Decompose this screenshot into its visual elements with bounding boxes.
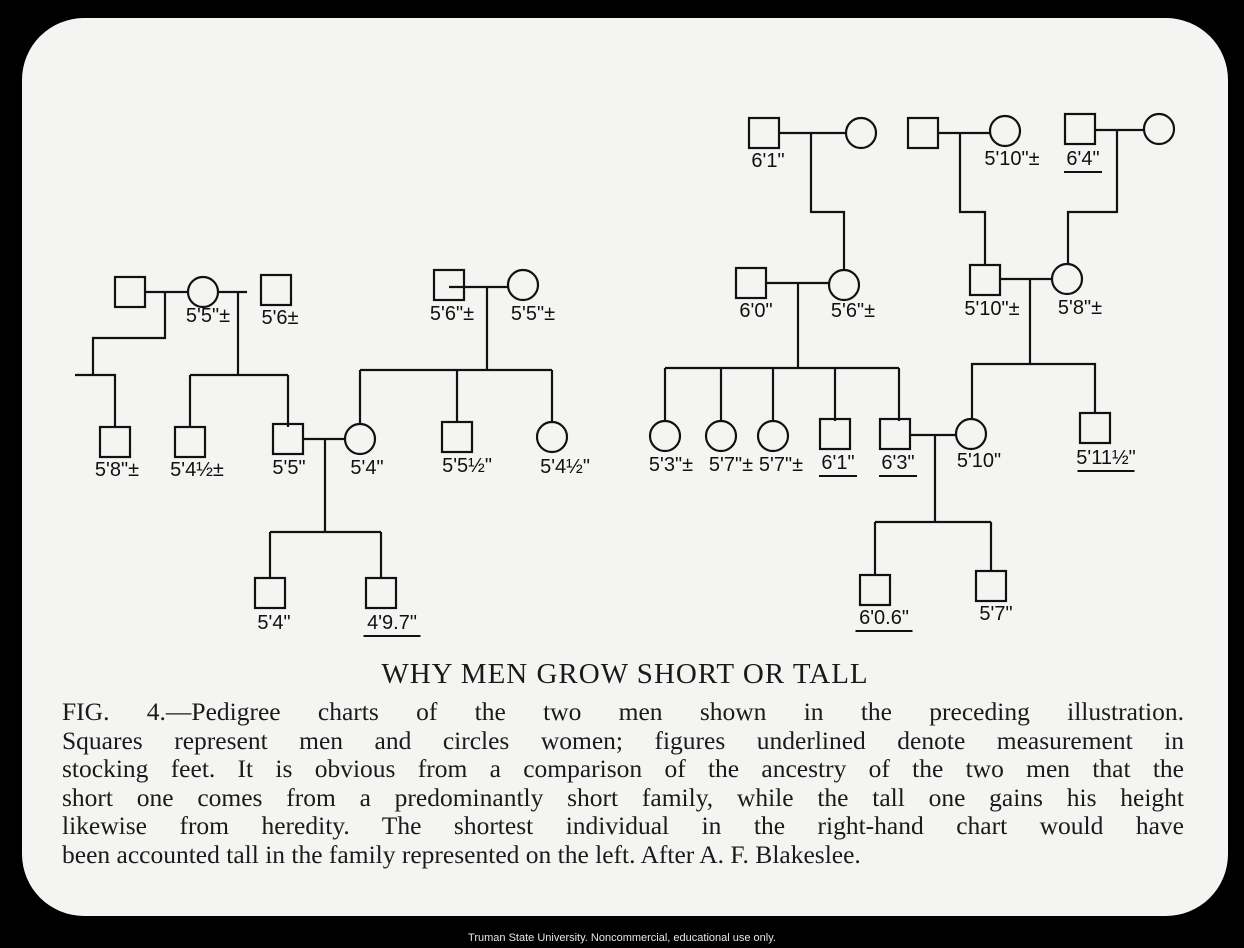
female-circle-symbol — [829, 270, 859, 300]
male-square-symbol — [434, 270, 464, 300]
male-square-symbol — [273, 424, 303, 454]
female-circle-symbol — [188, 277, 218, 307]
caption-line: been accounted tall in the family represented on the left. After A. F. Blakeslee. — [62, 839, 861, 869]
connector-line — [811, 133, 844, 270]
height-label: 6'3" — [881, 452, 915, 474]
height-label: 5'10"± — [964, 298, 1020, 320]
figure-caption — [62, 698, 1184, 869]
height-label: 5'7" — [979, 603, 1013, 625]
height-label: 5'7"± — [708, 454, 754, 476]
height-label: 5'6"± — [830, 300, 876, 322]
height-label: 4'9.7" — [367, 612, 417, 634]
height-label: 5'6"± — [429, 303, 475, 325]
female-circle-symbol — [990, 116, 1020, 146]
height-label: 6'4" — [1066, 148, 1100, 170]
height-label: 5'5"± — [185, 305, 231, 327]
male-square-symbol — [880, 419, 910, 449]
height-label: 6'0" — [739, 300, 773, 322]
female-circle-symbol — [956, 419, 986, 449]
male-square-symbol — [860, 575, 890, 605]
male-square-symbol — [261, 275, 291, 305]
female-circle-symbol — [706, 421, 736, 451]
male-square-symbol — [100, 427, 130, 457]
connector-line — [75, 375, 115, 427]
connector-line — [93, 292, 165, 375]
caption-line: FIG. 4.—Pedigree charts of the two men shown in the preceding illustration. — [62, 697, 1184, 726]
height-label: 6'1" — [751, 150, 785, 172]
lantern-slide — [22, 18, 1228, 916]
female-circle-symbol — [650, 421, 680, 451]
credit-line: Truman State University. Noncommercial, educational use only. — [468, 932, 776, 944]
male-square-symbol — [442, 422, 472, 452]
height-label: 5'4½± — [170, 459, 224, 481]
male-square-symbol — [749, 118, 779, 148]
male-square-symbol — [1080, 413, 1110, 443]
male-square-symbol — [736, 268, 766, 298]
pedigree-charts — [22, 18, 1228, 658]
male-square-symbol — [115, 277, 145, 307]
male-square-symbol — [255, 578, 285, 608]
female-circle-symbol — [508, 270, 538, 300]
height-label: 5'4" — [350, 457, 384, 479]
male-square-symbol — [970, 265, 1000, 295]
height-label: 6'0.6" — [859, 607, 909, 629]
female-circle-symbol — [1052, 264, 1082, 294]
height-label: 5'5½" — [442, 455, 492, 477]
height-label: 5'6± — [261, 307, 299, 329]
caption-line: stocking feet. It is obvious from a comparison of the ancestry of the two men that the — [62, 754, 1184, 783]
height-label: 5'8"± — [1057, 297, 1103, 319]
female-circle-symbol — [345, 424, 375, 454]
female-circle-symbol — [1144, 114, 1174, 144]
male-square-symbol — [976, 571, 1006, 601]
male-square-symbol — [820, 419, 850, 449]
height-label: 5'4" — [257, 612, 291, 634]
caption-line: Squares represent men and circles women; figures underlined denote measurement in — [62, 725, 1184, 755]
height-label: 5'11½" — [1076, 447, 1136, 469]
height-label: 5'10"± — [984, 148, 1040, 170]
figure-title: WHY MEN GROW SHORT OR TALL — [381, 658, 869, 690]
female-circle-symbol — [846, 118, 876, 148]
height-label: 5'5" — [272, 457, 306, 479]
height-label: 5'5"± — [510, 303, 556, 325]
male-square-symbol — [1065, 114, 1095, 144]
height-label: 5'8"± — [94, 459, 140, 481]
connector-line — [1030, 364, 1095, 413]
height-label: 5'10" — [956, 450, 1002, 472]
height-label: 6'1" — [821, 452, 855, 474]
caption-line: likewise from heredity. The shortest individual in the right-hand chart would have — [62, 811, 1184, 840]
connector-line — [960, 133, 985, 265]
height-label: 5'3"± — [648, 454, 694, 476]
height-label: 5'4½" — [540, 456, 590, 478]
male-square-symbol — [908, 118, 938, 148]
female-circle-symbol — [537, 422, 567, 452]
caption-line: short one comes from a predominantly short family, while the tall one gains his height — [62, 782, 1184, 812]
male-square-symbol — [175, 427, 205, 457]
male-square-symbol — [366, 578, 396, 608]
height-label: 5'7"± — [758, 454, 804, 476]
female-circle-symbol — [758, 421, 788, 451]
